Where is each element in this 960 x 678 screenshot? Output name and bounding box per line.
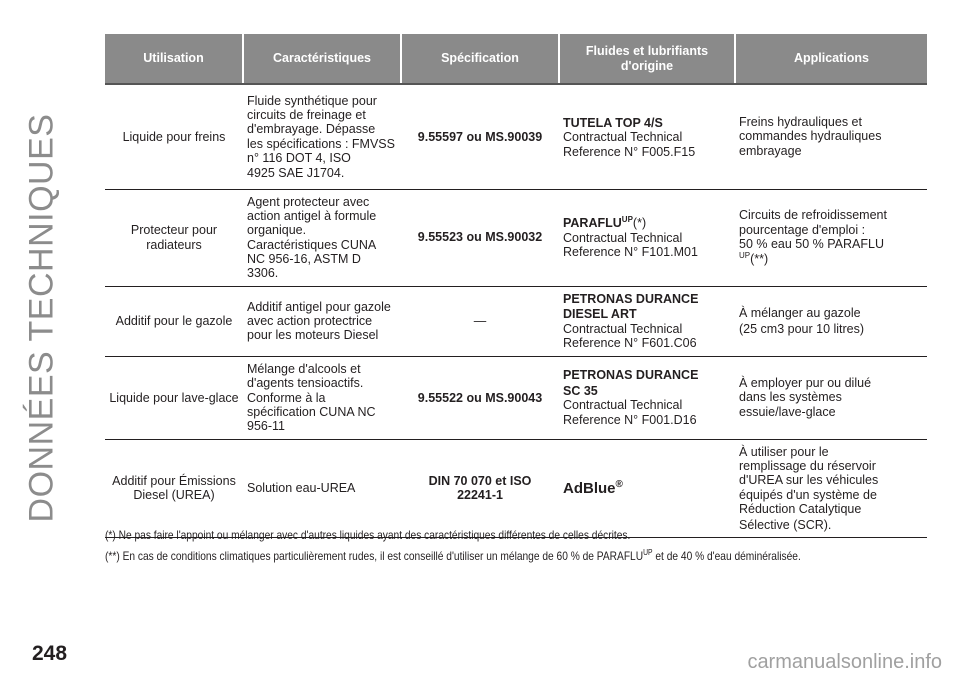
specification-cell: 9.55597 ou MS.90039 [401, 84, 559, 189]
characteristics-cell: Mélange d'alcools et d'agents tensioactifs. Conforme à la spécification CUNA NC 956-11 [243, 356, 401, 439]
applications-cell [735, 286, 927, 356]
fluid-name-text: PETRONAS DURANCE DIESEL ART [563, 291, 699, 322]
fluid-cell [559, 356, 735, 439]
header-usage: Utilisation [105, 34, 243, 84]
page-number: 248 [32, 642, 68, 665]
fluids-table [105, 34, 927, 538]
fluid-reference: Contractual Technical Reference N° F005.F15 [563, 130, 696, 159]
header-row [105, 34, 927, 84]
fluid-name-text: PARAFLU [563, 216, 622, 231]
characteristics-cell: Additif antigel pour gazole avec action protectrice pour les moteurs Diesel [243, 286, 401, 356]
applications-text: À employer pur ou dilué dans les systèmes essuie/lave-glace [739, 375, 872, 420]
applications-text: À mélanger au gazole (25 cm3 pour 10 litres) [739, 306, 865, 336]
applications-sup: UP [739, 251, 751, 261]
table-header [105, 34, 927, 84]
header-characteristics: Caractéristiques [243, 34, 401, 84]
applications-cell [735, 439, 927, 537]
usage-cell: Additif pour le gazole [105, 286, 243, 356]
fluid-cell [559, 84, 735, 189]
applications-cell [735, 356, 927, 439]
header-original-fluids: Fluides et lubrifiants d'origine [559, 34, 735, 84]
characteristics-cell: Fluide synthétique pour circuits de freinage et d'embrayage. Dépasse les spécifications : FMVSS n° 116 DOT 4, ISO 4925 SAE J1704. [243, 84, 401, 189]
header-specification: Spécification [401, 34, 559, 84]
section-title-text: DONNÉES TECHNIQUES [22, 113, 61, 523]
table-row [105, 189, 927, 286]
footnote-2-text: (**) En cas de conditions climatiques particulièrement rudes, il est conseillé d'utiliser un mélange de 60 % de PARAFLU [105, 549, 644, 563]
applications-text: Circuits de refroidissement pourcentage d'emploi : 50 % eau 50 % PARAFLU [739, 208, 887, 252]
fluid-reference: Contractual Technical Reference N° F601.C06 [563, 321, 697, 351]
fluid-reference: Contractual Technical Reference N° F001.D16 [563, 398, 697, 427]
fluid-name-text: TUTELA TOP 4/S [563, 115, 663, 130]
fluid-name [563, 115, 731, 131]
fluid-cell [559, 439, 735, 537]
table-row [105, 84, 927, 189]
fluid-name [563, 480, 623, 497]
usage-cell: Additif pour Émissions Diesel (UREA) [105, 439, 243, 537]
table-row [105, 356, 927, 439]
specification-cell: — [401, 286, 559, 356]
usage-cell: Liquide pour freins [105, 84, 243, 189]
specification-cell: 9.55523 ou MS.90032 [401, 189, 559, 286]
fluid-reference: Contractual Technical Reference N° F101.M01 [563, 231, 698, 260]
fluid-cell [559, 286, 735, 356]
footnote-2 [105, 548, 804, 564]
characteristics-cell: Solution eau-UREA [243, 439, 401, 537]
fluid-name-text: PETRONAS DURANCE SC 35 [563, 368, 699, 398]
fluid-name [563, 368, 731, 398]
applications-cell [735, 189, 927, 286]
fluid-name-text: AdBlue [563, 480, 616, 498]
footnote-2-end: et de 40 % d'eau déminéralisée. [652, 549, 801, 563]
fluid-name-sup: ® [615, 479, 623, 491]
footnotes [105, 528, 804, 569]
table-body [105, 84, 927, 538]
specification-cell: DIN 70 070 et ISO 22241-1 [401, 439, 559, 537]
usage-cell: Protecteur pour radiateurs [105, 189, 243, 286]
header-applications: Applications [735, 34, 927, 84]
table-row [105, 286, 927, 356]
fluid-name-sup: UP [621, 215, 633, 225]
characteristics-cell: Agent protecteur avec action antigel à formule organique. Caractéristiques CUNA NC 956-16, ASTM D 3306. [243, 189, 401, 286]
footnote-2-sup: UP [643, 548, 653, 557]
fluid-name-suffix: (*) [632, 216, 647, 231]
applications-suffix: (**) [750, 252, 769, 267]
specification-cell: 9.55522 ou MS.90043 [401, 356, 559, 439]
applications-text: À utiliser pour le remplissage du réservoir d'UREA sur les véhicules équipés d'un système de Réduction Catalytique Sélective (SCR). [739, 444, 879, 532]
applications-text: Freins hydrauliques et commandes hydrauliques embrayage [739, 114, 882, 159]
applications-cell [735, 84, 927, 189]
watermark: carmanualsonline.info [747, 651, 942, 673]
usage-cell: Liquide pour lave-glace [105, 356, 243, 439]
fluid-name [563, 292, 731, 322]
footnote-1: (*) Ne pas faire l'appoint ou mélanger avec d'autres liquides ayant des caractéristiques différentes de celles décrites. [105, 528, 631, 542]
fluid-name [563, 215, 731, 231]
fluid-cell [559, 189, 735, 286]
table-row [105, 439, 927, 537]
